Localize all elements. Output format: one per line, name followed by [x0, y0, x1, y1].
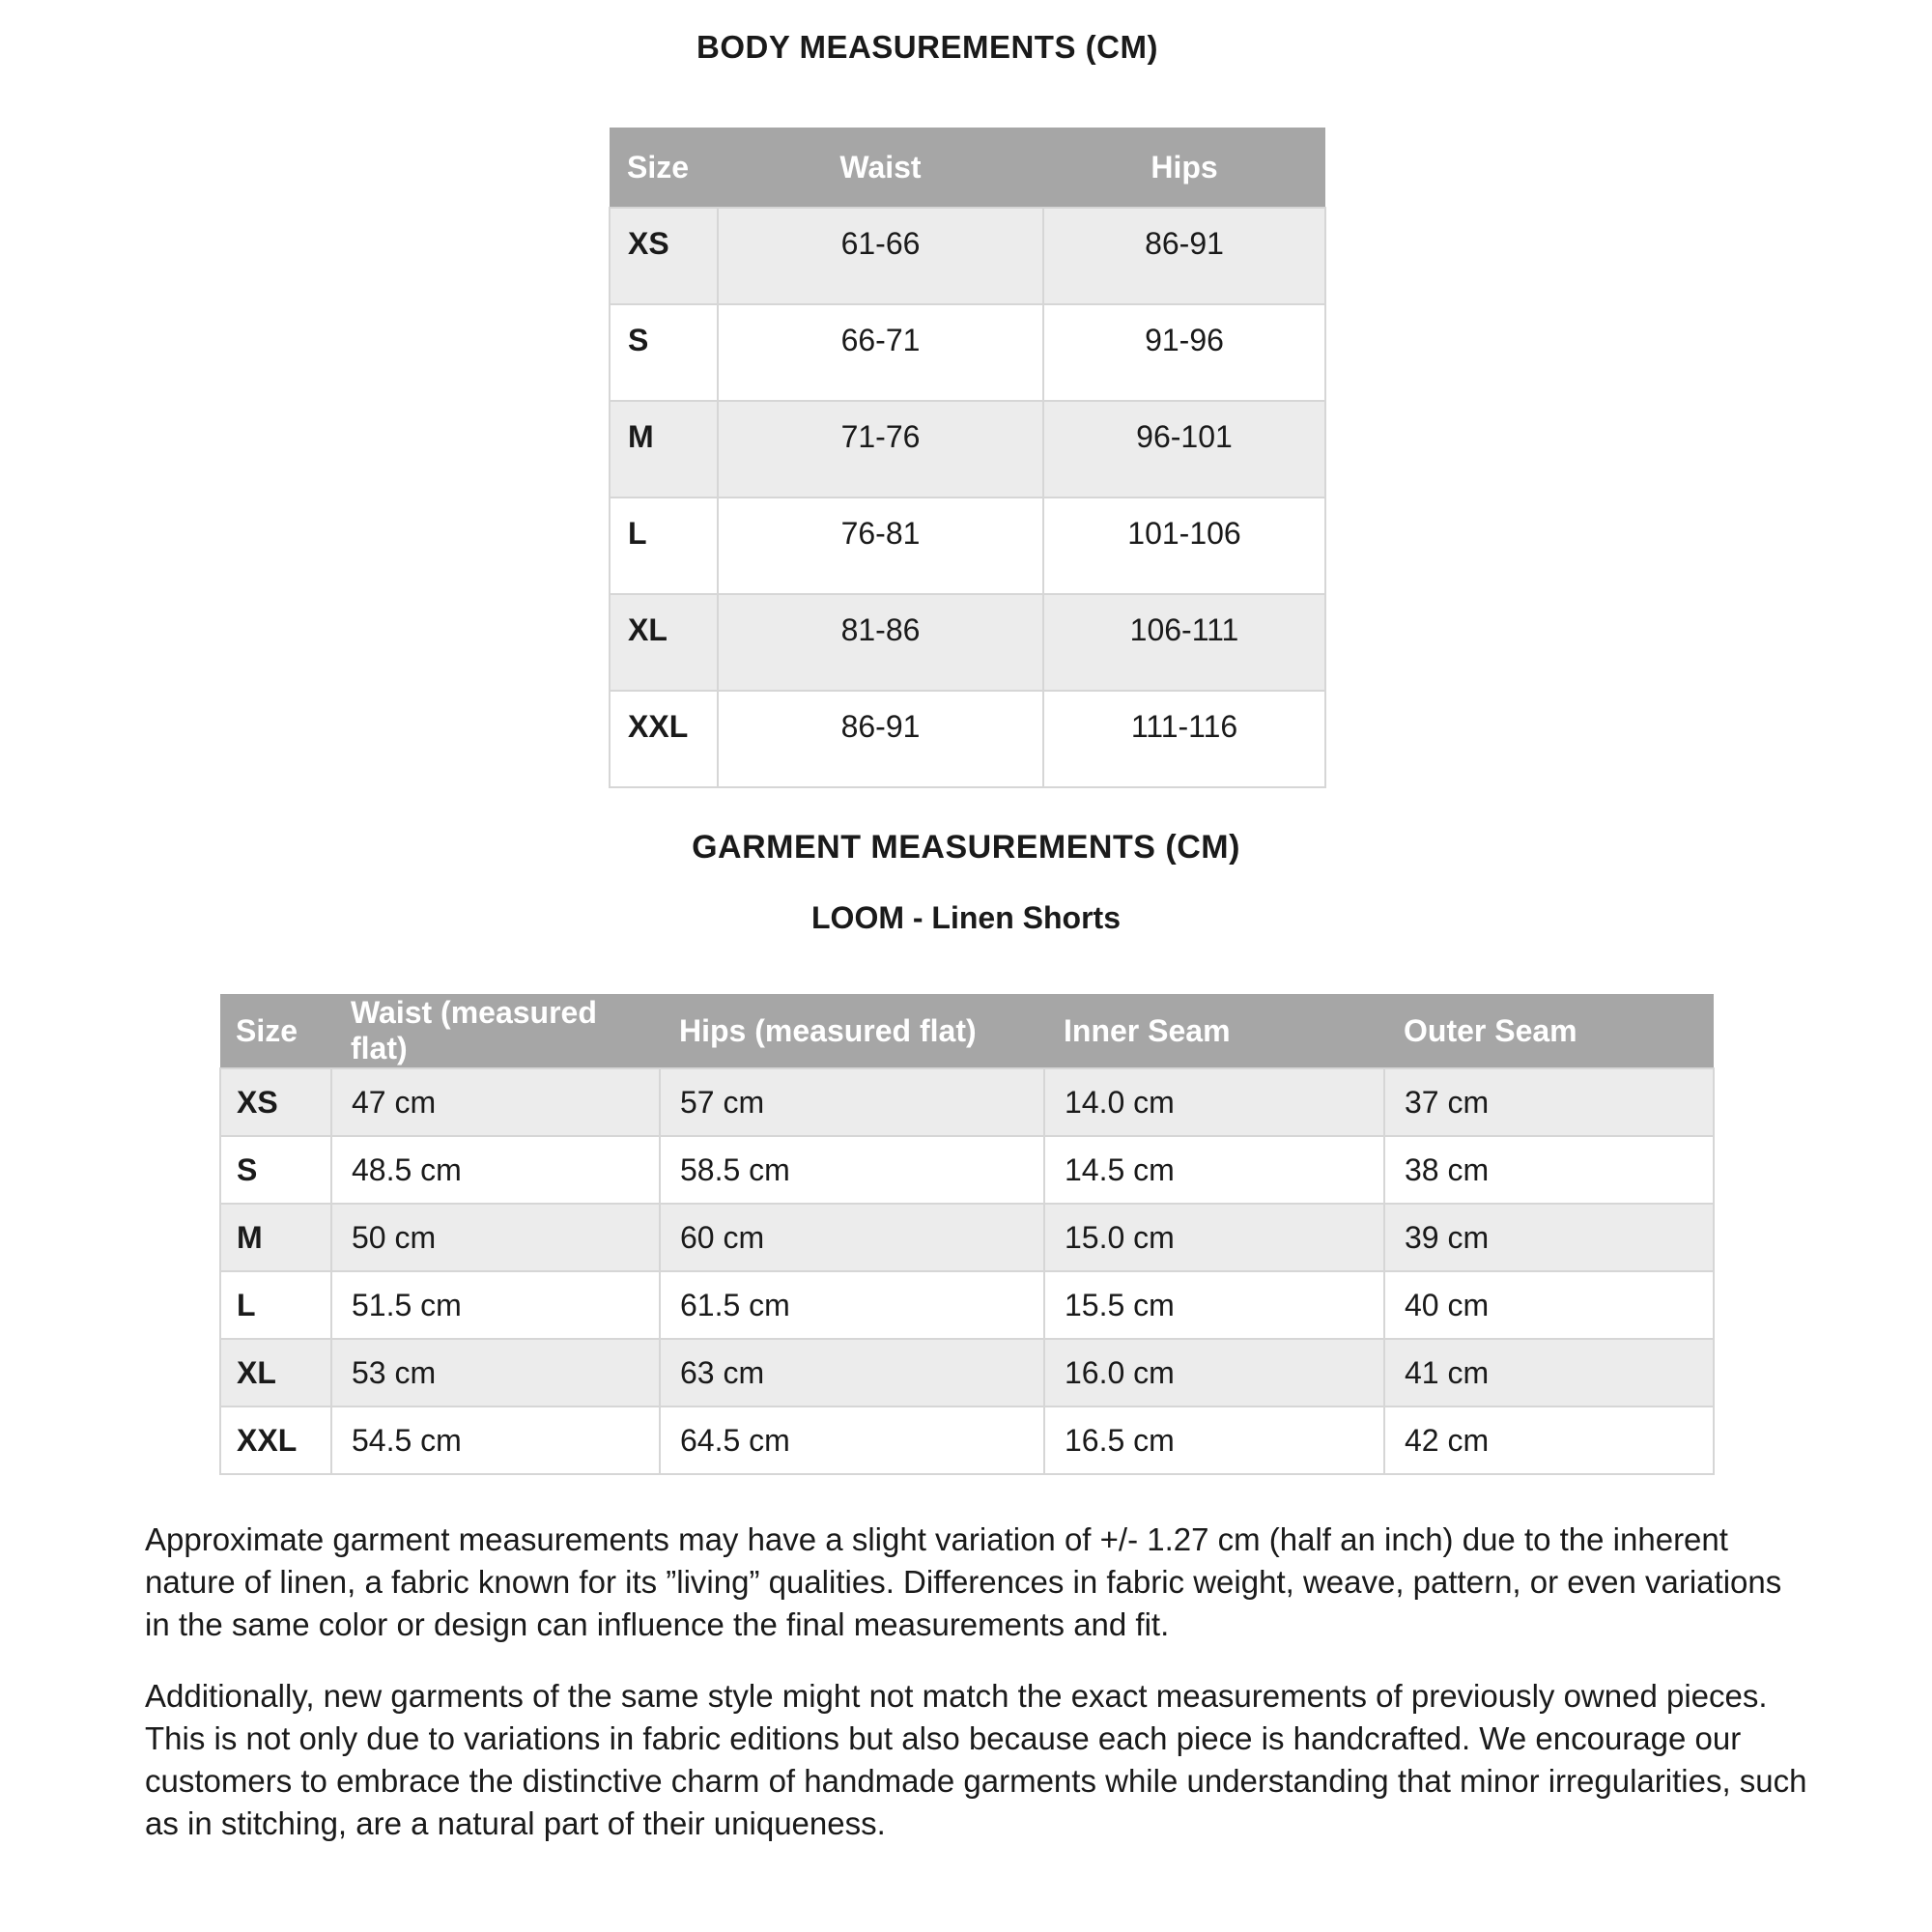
measurement-notes: [145, 1519, 1810, 1874]
column-header-outer-seam: Outer Seam: [1384, 994, 1714, 1068]
column-header-waist-flat: Waist (measured flat): [331, 994, 660, 1068]
hips-cell: 63 cm: [660, 1339, 1044, 1406]
table-row: [610, 304, 1325, 401]
garment-measurements-table: [219, 994, 1715, 1475]
body-measurements-table: [609, 128, 1326, 788]
table-row: [220, 1406, 1714, 1474]
note-paragraph-variation: Approximate garment measurements may have a slight variation of +/- 1.27 cm (half an inch) due to the inherent nature of linen, a fabric known for its ”living” qualities. Differences in fabric weight, weave, pattern, or even variations in the same color or design can influence the final measurements and fit.: [145, 1521, 1782, 1642]
table-row: [220, 1068, 1714, 1136]
waist-cell: 50 cm: [331, 1204, 660, 1271]
column-header-hips-flat: Hips (measured flat): [660, 994, 1044, 1068]
inner-seam-cell: 14.0 cm: [1044, 1068, 1384, 1136]
outer-seam-cell: 37 cm: [1384, 1068, 1714, 1136]
size-cell: M: [610, 401, 718, 497]
waist-cell: 81-86: [718, 594, 1043, 691]
waist-cell: 53 cm: [331, 1339, 660, 1406]
column-header-inner-seam: Inner Seam: [1044, 994, 1384, 1068]
waist-cell: 86-91: [718, 691, 1043, 787]
outer-seam-cell: 39 cm: [1384, 1204, 1714, 1271]
hips-cell: 57 cm: [660, 1068, 1044, 1136]
note-paragraph-handcrafted: Additionally, new garments of the same style might not match the exact measurements of previously owned pieces. This is not only due to variations in fabric editions but also because each piece is handcrafted. We encourage our customers to embrace the distinctive charm of handmade garments while understanding that minor irregularities, such as in stitching, are a natural part of their uniqueness.: [145, 1678, 1807, 1841]
hips-cell: 61.5 cm: [660, 1271, 1044, 1339]
hips-cell: 106-111: [1043, 594, 1325, 691]
size-cell: M: [220, 1204, 331, 1271]
size-cell: XL: [610, 594, 718, 691]
table-row: [220, 1204, 1714, 1271]
hips-cell: 60 cm: [660, 1204, 1044, 1271]
column-header-size: Size: [610, 128, 718, 208]
outer-seam-cell: 41 cm: [1384, 1339, 1714, 1406]
column-header-hips: Hips: [1043, 128, 1325, 208]
size-cell: L: [220, 1271, 331, 1339]
size-cell: XS: [610, 208, 718, 304]
size-cell: S: [610, 304, 718, 401]
waist-cell: 48.5 cm: [331, 1136, 660, 1204]
table-row: [610, 208, 1325, 304]
size-cell: XS: [220, 1068, 331, 1136]
body-measurements-title: BODY MEASUREMENTS (CM): [696, 29, 1158, 65]
size-cell: XXL: [220, 1406, 331, 1474]
table-row: [610, 594, 1325, 691]
hips-cell: 111-116: [1043, 691, 1325, 787]
inner-seam-cell: 15.5 cm: [1044, 1271, 1384, 1339]
waist-cell: 54.5 cm: [331, 1406, 660, 1474]
size-cell: L: [610, 497, 718, 594]
garment-product-subtitle: LOOM - Linen Shorts: [811, 900, 1121, 935]
hips-cell: 96-101: [1043, 401, 1325, 497]
outer-seam-cell: 42 cm: [1384, 1406, 1714, 1474]
waist-cell: 66-71: [718, 304, 1043, 401]
garment-measurements-title: GARMENT MEASUREMENTS (CM): [692, 829, 1240, 866]
hips-cell: 58.5 cm: [660, 1136, 1044, 1204]
inner-seam-cell: 16.0 cm: [1044, 1339, 1384, 1406]
waist-cell: 71-76: [718, 401, 1043, 497]
table-row: [220, 1136, 1714, 1204]
table-row: [610, 691, 1325, 787]
waist-cell: 61-66: [718, 208, 1043, 304]
waist-cell: 47 cm: [331, 1068, 660, 1136]
outer-seam-cell: 38 cm: [1384, 1136, 1714, 1204]
table-row: [610, 497, 1325, 594]
waist-cell: 76-81: [718, 497, 1043, 594]
waist-cell: 51.5 cm: [331, 1271, 660, 1339]
size-cell: S: [220, 1136, 331, 1204]
column-header-size: Size: [220, 994, 331, 1068]
inner-seam-cell: 14.5 cm: [1044, 1136, 1384, 1204]
size-cell: XL: [220, 1339, 331, 1406]
hips-cell: 86-91: [1043, 208, 1325, 304]
inner-seam-cell: 16.5 cm: [1044, 1406, 1384, 1474]
table-row: [610, 401, 1325, 497]
garment-table-header-row: [220, 994, 1714, 1068]
table-row: [220, 1339, 1714, 1406]
table-row: [220, 1271, 1714, 1339]
hips-cell: 101-106: [1043, 497, 1325, 594]
outer-seam-cell: 40 cm: [1384, 1271, 1714, 1339]
hips-cell: 91-96: [1043, 304, 1325, 401]
body-table-header-row: [610, 128, 1325, 208]
inner-seam-cell: 15.0 cm: [1044, 1204, 1384, 1271]
hips-cell: 64.5 cm: [660, 1406, 1044, 1474]
size-cell: XXL: [610, 691, 718, 787]
column-header-waist: Waist: [718, 128, 1043, 208]
